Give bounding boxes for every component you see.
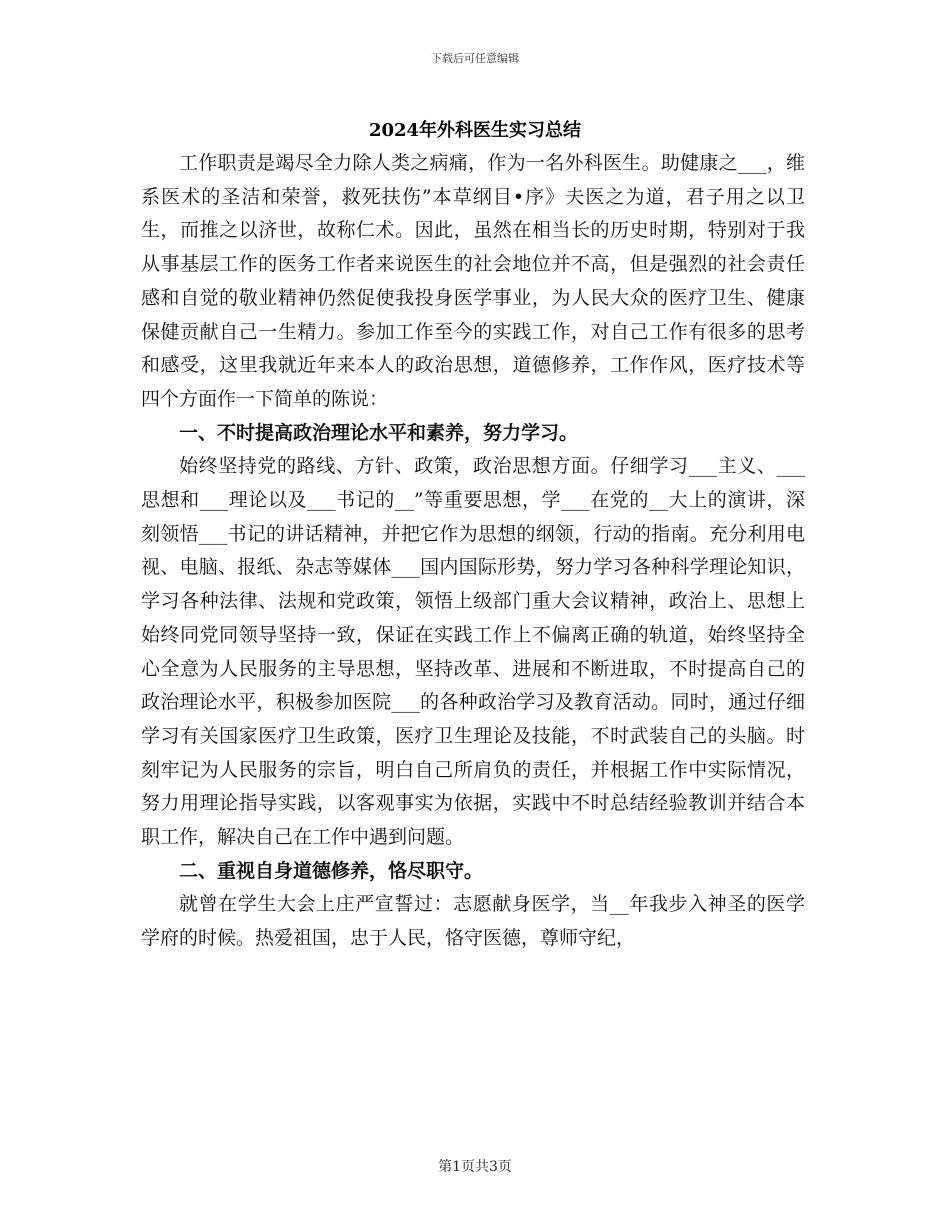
section-2-paragraph: 就曾在学生大会上庄严宣誓过：志愿献身医学，当__年我步入神圣的医学学府的时候。热爱祖国，忠于人民，恪守医德，尊师守纪， bbox=[141, 893, 805, 950]
section-1-paragraph: 始终坚持党的路线、方针、政策，政治思想方面。仔细学习___主义、___思想和___理论以及___书记的__”等重要思想，学___在党的__大上的演讲，深刻领悟___书记的讲话精神，并把它作为思想的纲领，行动的指南。充分利用电视、电脑、报纸、杂志等媒体___国内国际形势，努力学习各种科学理论知识，学习各种法律、法规和党政策，领悟上级部门重大会议精神，政治上、思想上始终同党同领导坚持一致，保证在实践工作上不偏离正确的轨道，始终坚持全心全意为人民服务的主导思想，坚持改革、进展和不断进取，不时提高自己的政治理论水平，积极参加医院___的各种政治学习及教育活动。同时，通过仔细学习有关国家医疗卫生政策，医疗卫生理论及技能，不时武装自己的头脑。时刻牢记为人民服务的宗旨，明白自己所肩负的责任，并根据工作中实际情况，努力用理论指导实践，以客观事实为依据，实践中不时总结经验教训并结合本职工作，解决自己在工作中遇到问题。 bbox=[141, 455, 805, 849]
intro-paragraph: 工作职责是竭尽全力除人类之病痛，作为一名外科医生。助健康之___，维系医术的圣洁和荣誉，救死扶伤”本草纲目•序》夫医之为道，君子用之以卫生，而推之以济世，故称仁术。因此，虽然在相当长的历史时期，特别对于我从事基层工作的医务工作者来说医生的社会地位并不高，但是强烈的社会责任感和自觉的敬业精神仍然促使我投身医学事业，为人民大众的医疗卫生、健康保健贡献自己一生精力。参加工作至今的实践工作，对自己工作有很多的思考和感受，这里我就近年来本人的政治思想，道德修养，工作作风，医疗技术等四个方面作一下简单的陈说： bbox=[141, 152, 805, 410]
section-heading-1: 一、不时提高政治理论水平和素养，努力学习。 bbox=[179, 421, 579, 444]
page-number: 第1页共3页 bbox=[438, 1159, 512, 1175]
document-body bbox=[141, 147, 805, 956]
section-heading-2: 二、重视自身道德修养，恪尽职守。 bbox=[179, 859, 484, 882]
page-header-note: 下载后可任意编辑 bbox=[431, 52, 519, 65]
document-title: 2024年外科医生实习总结 bbox=[368, 120, 582, 141]
